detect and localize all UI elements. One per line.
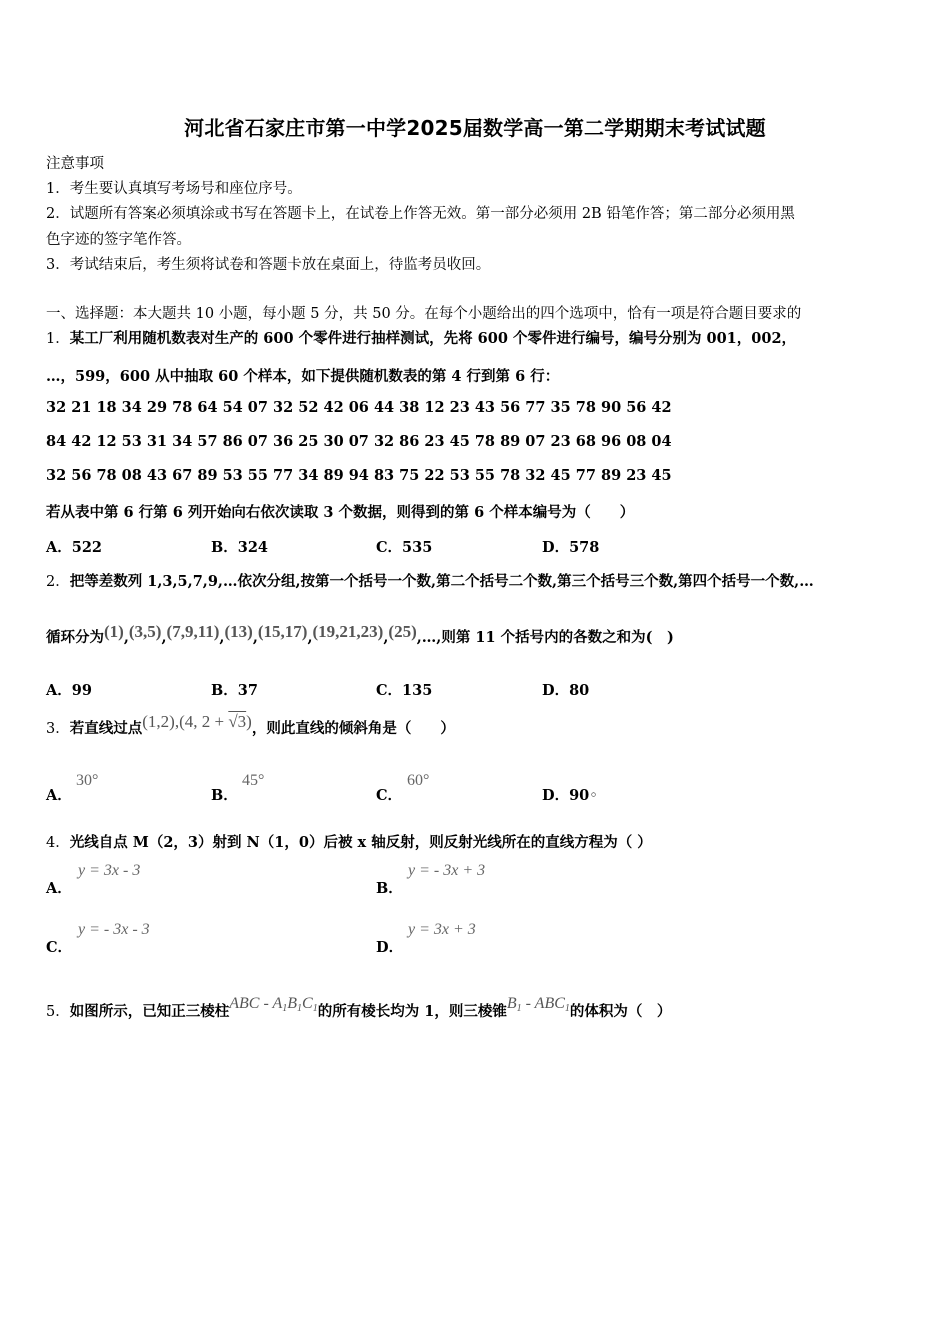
prism-expression bbox=[229, 995, 317, 1012]
question-4-option-b-value: y = - 3x + 3 bbox=[408, 862, 486, 879]
prism-part-c: C bbox=[302, 995, 313, 1012]
pyramid-expression bbox=[507, 995, 570, 1012]
question-5-suffix: 的体积为（ ） bbox=[569, 1003, 672, 1020]
question-5-prefix: 如图所示，已知正三棱柱 bbox=[69, 1003, 230, 1020]
question-3-option-c-value: 60° bbox=[407, 772, 430, 789]
separator: , bbox=[123, 629, 129, 646]
group-6: (19,21,23) bbox=[312, 622, 384, 641]
notice-item-3: 3．考试结束后，考生须将试卷和答题卡放在桌面上，待监考员收回。 bbox=[46, 257, 491, 273]
question-1-option-c: C．535 bbox=[376, 539, 433, 556]
group-4: (13) bbox=[224, 622, 253, 641]
question-2-option-a: A．99 bbox=[46, 682, 92, 699]
question-2-line-2 bbox=[46, 622, 674, 647]
page-title: 河北省石家庄市第一中学2025届数学高一第二学期期末考试试题 bbox=[184, 116, 766, 140]
subscript-1: 1 bbox=[312, 1003, 318, 1014]
separator: , bbox=[161, 629, 167, 646]
question-4-number: 4． bbox=[46, 835, 70, 851]
question-2-option-c: C．135 bbox=[376, 682, 433, 699]
subscript-1: 1 bbox=[564, 1003, 570, 1014]
question-3-option-a-label: A． bbox=[46, 787, 72, 804]
point-1: (1,2) bbox=[142, 712, 175, 731]
question-1-number: 1． bbox=[46, 331, 70, 347]
question-3-prefix: 若直线过点 bbox=[69, 720, 143, 737]
question-4-option-d-value: y = 3x + 3 bbox=[408, 921, 476, 938]
separator: , bbox=[383, 629, 389, 646]
question-4-option-d-label: D． bbox=[376, 939, 404, 956]
notice-item-1: 1．考生要认真填写考场号和座位序号。 bbox=[46, 181, 302, 197]
question-4-option-a-label: A． bbox=[46, 880, 72, 897]
question-3-suffix: ，则此直线的倾斜角是（ ） bbox=[251, 720, 455, 737]
question-5-middle: 的所有棱长均为 1，则三棱锥 bbox=[317, 1003, 507, 1020]
question-2-suffix: ,…,则第 11 个括号内的各数之和为( ) bbox=[416, 629, 674, 646]
section-1-heading: 一、选择题：本大题共 10 小题，每小题 5 分，共 50 分。在每个小题给出的四个选项中，恰有一项是符合题目要求的 bbox=[46, 306, 802, 322]
separator: , bbox=[307, 629, 313, 646]
prism-part-a: ABC - A bbox=[229, 995, 283, 1012]
point-separator: , bbox=[174, 712, 180, 731]
pyramid-part-b: B bbox=[506, 995, 517, 1012]
question-1-option-a: A．522 bbox=[46, 539, 103, 556]
separator: , bbox=[252, 629, 258, 646]
question-2-prefix: 循环分为 bbox=[46, 629, 104, 646]
question-3-option-d: D．90◦ bbox=[542, 787, 598, 804]
question-4-option-c-value: y = - 3x - 3 bbox=[78, 921, 150, 938]
notice-item-2-line-2: 色字迹的签字笔作答。 bbox=[46, 232, 191, 248]
question-4-option-b-label: B． bbox=[376, 880, 403, 897]
question-4-option-c-label: C． bbox=[46, 939, 73, 956]
question-3-line bbox=[46, 712, 455, 738]
question-1-line-2: …，599，600 从中抽取 60 个样本，如下提供随机数表的第 4 行到第 6 行： bbox=[46, 368, 560, 385]
group-7: (25) bbox=[388, 622, 417, 641]
question-1-option-d: D．578 bbox=[542, 539, 600, 556]
group-2: (3,5) bbox=[128, 622, 162, 641]
question-3-number: 3． bbox=[46, 721, 70, 737]
group-3: (7,9,11) bbox=[166, 622, 220, 641]
subscript-1: 1 bbox=[282, 1003, 288, 1014]
random-table-row-6: 32 56 78 08 43 67 89 53 55 77 34 89 94 83 75 22 53 55 78 32 45 77 89 23 45 bbox=[46, 467, 672, 484]
question-4-line bbox=[46, 831, 652, 852]
question-1-text-1: 某工厂利用随机数表对生产的 600 个零件进行抽样测试，先将 600 个零件进行编号，编号分别为 001，002， bbox=[69, 330, 797, 347]
question-2-text-1: 把等差数列 1,3,5,7,9,…依次分组,按第一个括号一个数,第二个括号二个数,第三个括号三个数,第四个括号一个数,… bbox=[69, 573, 814, 590]
question-3-option-c-label: C． bbox=[376, 787, 403, 804]
random-table-row-4: 32 21 18 34 29 78 64 54 07 32 52 42 06 44 38 12 23 43 56 77 35 78 90 56 42 bbox=[46, 399, 672, 416]
question-2-option-b: B．37 bbox=[211, 682, 258, 699]
question-3-option-b-label: B． bbox=[211, 787, 238, 804]
question-4-option-a-value: y = 3x - 3 bbox=[78, 862, 141, 879]
group-1: (1) bbox=[104, 622, 124, 641]
question-3-option-b-value: 45° bbox=[242, 772, 265, 789]
question-4-text: 光线自点 M（2，3）射到 N（1，0）后被 x 轴反射，则反射光线所在的直线方程为（ ） bbox=[69, 834, 652, 851]
subscript-1: 1 bbox=[297, 1003, 303, 1014]
notice-heading: 注意事项 bbox=[46, 156, 104, 172]
question-5-number: 5． bbox=[46, 1004, 70, 1020]
question-3-option-a-value: 30° bbox=[76, 772, 99, 789]
pyramid-part-rest: - ABC bbox=[521, 995, 565, 1012]
random-table-row-5: 84 42 12 53 31 34 57 86 07 36 25 30 07 32 86 23 45 78 89 07 23 68 96 08 04 bbox=[46, 433, 672, 450]
point-2-start: (4, 2 + bbox=[179, 712, 229, 731]
question-1-option-b: B．324 bbox=[211, 539, 269, 556]
point-2-end: ) bbox=[246, 712, 252, 731]
prism-part-b: B bbox=[287, 995, 298, 1012]
sqrt-3: √3 bbox=[228, 712, 247, 731]
question-1-line-1 bbox=[46, 327, 796, 348]
question-1-line-3: 若从表中第 6 行第 6 列开始向右依次读取 3 个数据，则得到的第 6 个样本编号为（ ） bbox=[46, 504, 635, 521]
notice-item-2-line-1: 2．试题所有答案必须填涂或书写在答题卡上，在试卷上作答无效。第一部分必须用 2B 铅笔作答；第二部分必须用黑 bbox=[46, 206, 795, 222]
question-2-option-d: D．80 bbox=[542, 682, 590, 699]
group-5: (15,17) bbox=[257, 622, 308, 641]
question-2-number: 2． bbox=[46, 574, 70, 590]
question-5-line bbox=[46, 995, 671, 1021]
question-2-line-1 bbox=[46, 570, 814, 591]
separator: , bbox=[219, 629, 225, 646]
subscript-1: 1 bbox=[516, 1003, 522, 1014]
